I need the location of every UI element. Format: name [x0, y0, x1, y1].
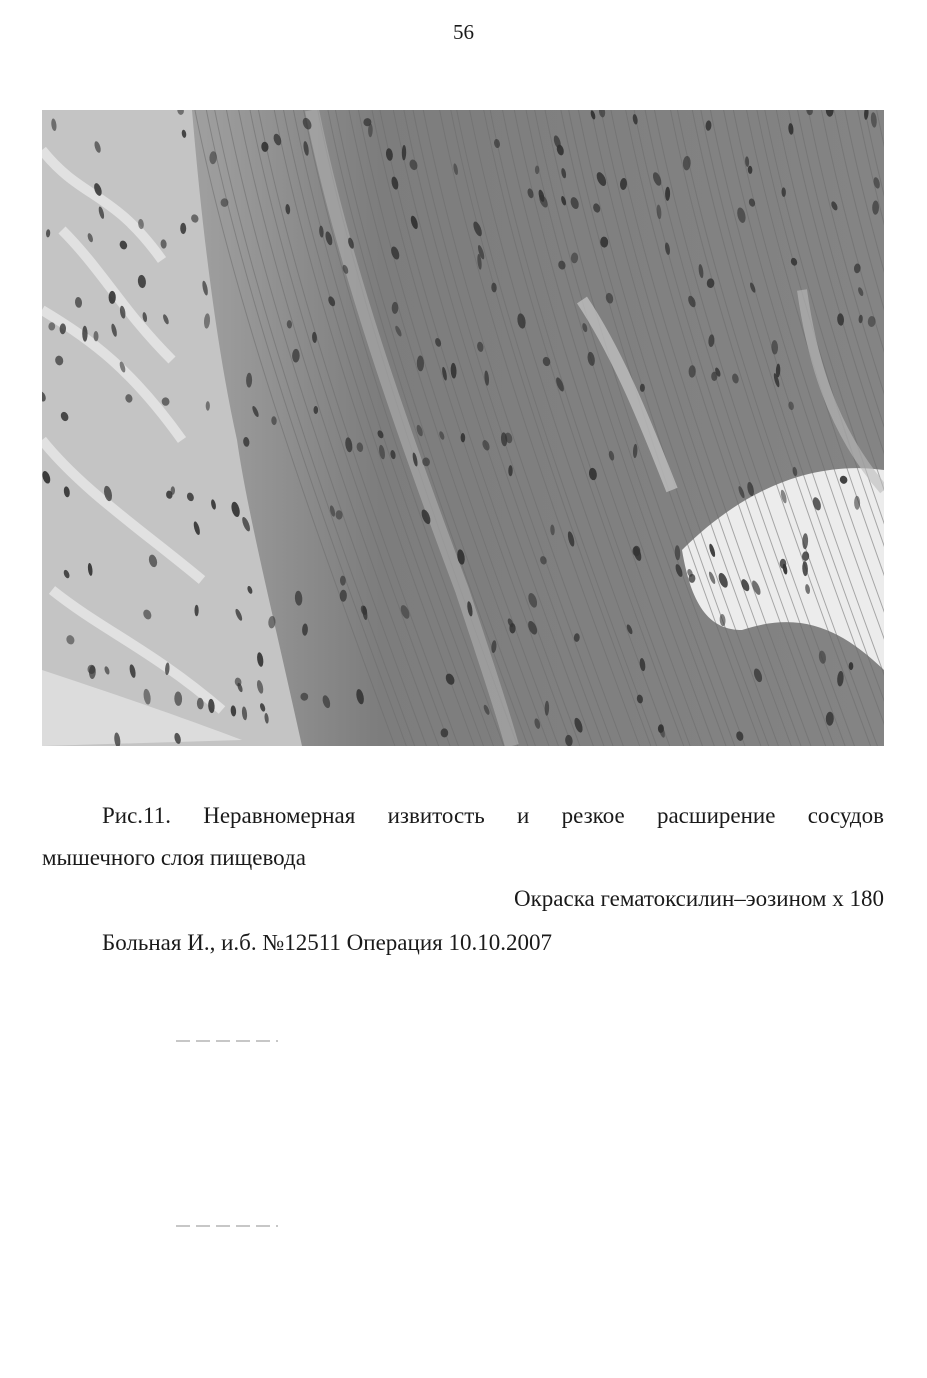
figure-caption-line-2: мышечного слоя пищевода	[42, 845, 306, 870]
patient-info: Больная И., и.б. №12511 Операция 10.10.2007	[102, 930, 552, 955]
page-number: 56	[453, 20, 474, 44]
scan-artifact	[176, 1040, 278, 1042]
scan-artifact	[176, 1225, 278, 1227]
histology-micrograph	[42, 110, 884, 746]
figure-caption-line-1: Рис.11. Неравномерная извитость и резкое расширение сосудов	[102, 803, 884, 828]
staining-note: Окраска гематоксилин–эозином х 180	[514, 886, 884, 911]
